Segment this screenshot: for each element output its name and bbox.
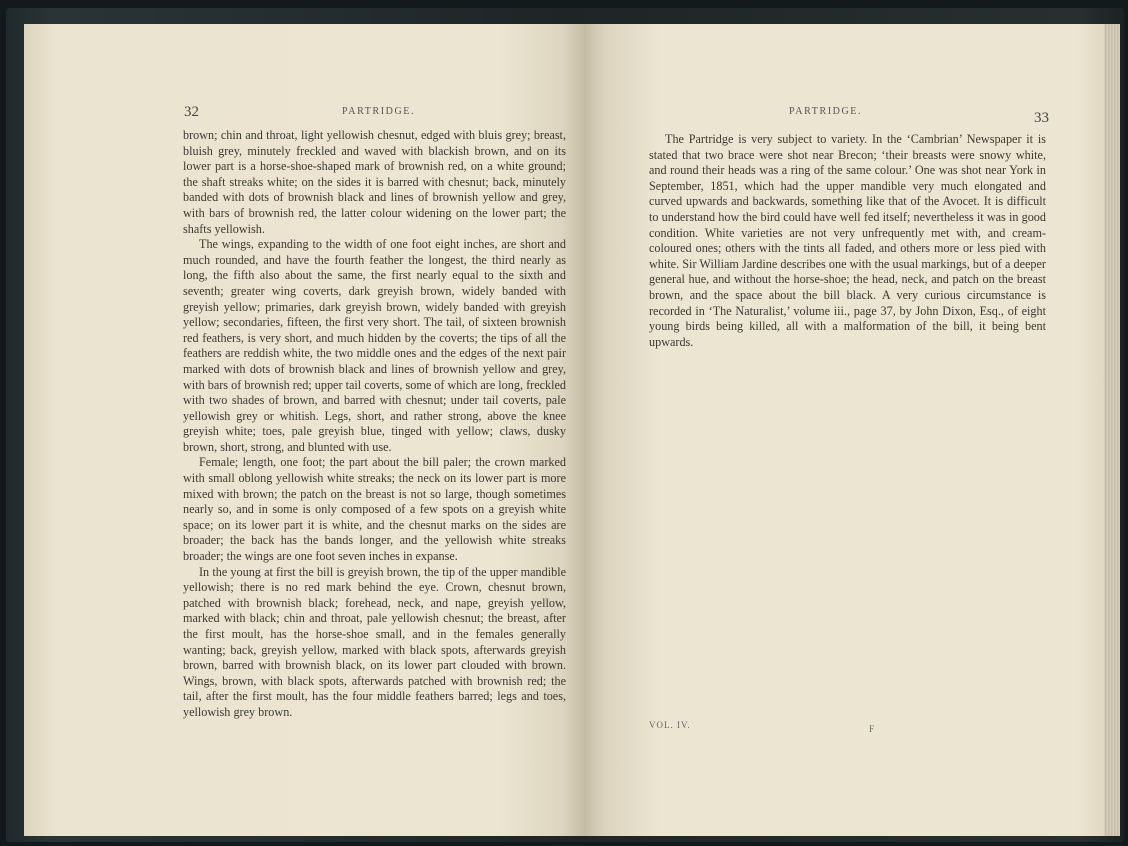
left-paragraph-2: The wings, expanding to the width of one foot eight inches, are short and much rounded, and have the fourth feather the longest, the third nearly as long, the fifth also about the same, the first nearly equal to the sixth and seventh; greater wing coverts, dark greyish brown, widely banded with greyish yellow; primaries, dark greyish brown, widely banded with greyish yellow; secondaries, fifteen, the first very short. The tail, of sixteen brownish red feathers, is very short, and much hidden by the coverts; the tips of all the feathers are reddish white, the two middle ones and the edges of the next pair marked with dots of brownish black and lines of brownish yellow and grey, with bars of brownish red; upper tail coverts, some of which are long, freckled with two shades of brown, and barred with chesnut; under tail coverts, pale yellowish grey or whitish. Legs, short, and rather strong, above the knee greyish white; toes, pale greyish blue, tinged with yellow; claws, dusky brown, short, strong, and blunted with use. bbox=[183, 237, 566, 454]
footer-signature: F bbox=[869, 724, 876, 734]
left-page-text bbox=[183, 128, 566, 721]
left-paragraph-1: brown; chin and throat, light yellowish chesnut, edged with bluis grey; breast, bluish grey, minutely freckled and waved with blackish brown, and on its lower part is a horse-shoe-shaped mark of brownish red, on a white ground; the shaft streaks white; on the sides it is barred with chesnut; back, minutely banded with dots of brownish black and lines of brownish yellow and grey, with bars of brownish red, the latter colour widening on the lower part; the shafts yellowish. bbox=[183, 128, 566, 236]
right-paragraph-1: The Partridge is very subject to variety. In the ‘Cambrian’ Newspaper it is stated that two brace were shot near Brecon; ‘their breasts were snowy white, and round their heads was a ring of the same colour.’ One was shot near York in September, 1851, which had the upper mandible very much elongated and curved upwards and backwards, something like that of the Avocet. It is difficult to understand how the bird could have well fed itself; nevertheless it was in good condition. White varieties are not very unfrequently met with, and cream-coloured ones; others with the tints all faded, and others more or less pied with white. Sir William Jardine describes one with the usual markings, but of a deeper general hue, and without the horse-shoe; the head, neck, and patch on the breast brown, and the space about the bill black. A very curious circumstance is recorded in ‘The Naturalist,’ volume iii., page 37, by John Dixon, Esq., of eight young birds being killed, all with a malformation of the bill, it being bent upwards. bbox=[649, 132, 1046, 349]
right-page bbox=[584, 24, 1120, 836]
left-paragraph-3: Female; length, one foot; the part about the bill paler; the crown marked with small oblong yellowish white streaks; the neck on its lower part is more mixed with brown; the patch on the breast is not so large, though sometimes nearly so, and in some is only composed of a few spots on a greyish white space; on its lower part it is white, and the chesnut marks on the sides are broader; the back has the bands longer, and the yellowish white streaks broader; the wings are one foot seven inches in expanse. bbox=[183, 455, 566, 564]
page-edges bbox=[1104, 24, 1120, 836]
footer-volume: VOL. IV. bbox=[649, 720, 691, 730]
left-running-head: PARTRIDGE. bbox=[342, 106, 416, 117]
right-page-text bbox=[649, 132, 1046, 350]
right-running-head: PARTRIDGE. bbox=[789, 106, 863, 117]
left-page bbox=[24, 24, 584, 836]
left-page-number: 32 bbox=[184, 104, 199, 120]
right-page-number: 33 bbox=[1034, 110, 1049, 126]
left-paragraph-4: In the young at first the bill is greyish brown, the tip of the upper mandible yellowish; there is no red mark behind the eye. Crown, chesnut brown, patched with brownish black; forehead, neck, and nape, greyish yellow, marked with black; chin and throat, pale yellowish chesnut; the breast, after the first moult, has the horse-shoe small, and in the females generally wanting; back, greyish yellow, marked with black spots, afterwards greyish brown, barred with brownish black, on its lower part clouded with brown. Wings, brown, with black spots, afterwards patched with brownish red; the tail, after the first moult, has the four middle feathers barred; legs and toes, yellowish grey brown. bbox=[183, 564, 566, 719]
